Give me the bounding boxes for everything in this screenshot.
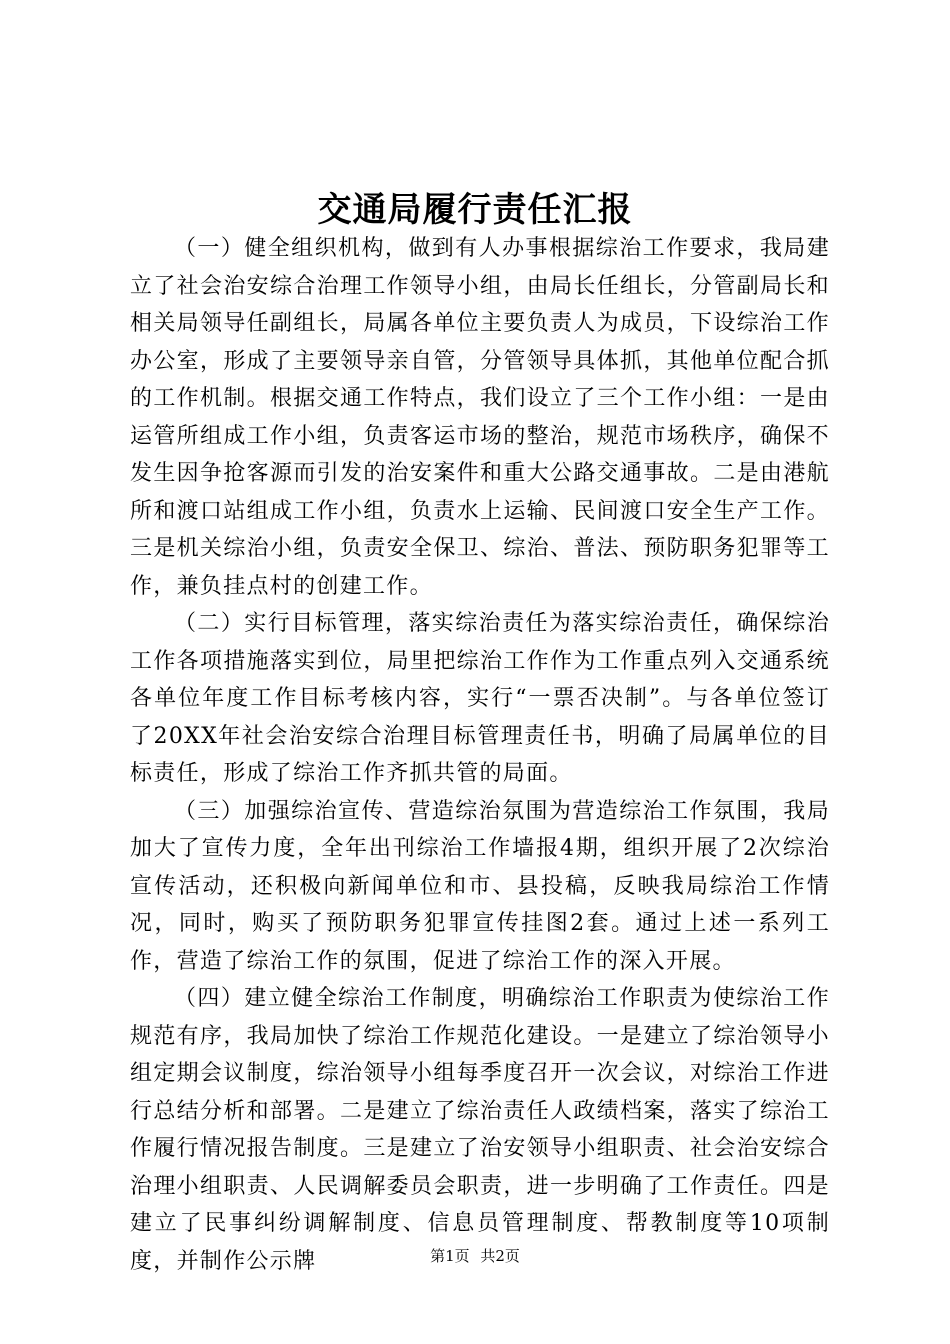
document-body (130, 230, 830, 1280)
paragraph-3: （三）加强综治宣传、营造综治氛围为营造综治工作氛围，我局加大了宣传力度，全年出刊综治工作墙报4期，组织开展了2次综治宣传活动，还积极向新闻单位和市、县投稿，反映我局综治工作情况，同时，购买了预防职务犯罪宣传挂图2套。通过上述一系列工作，营造了综治工作的氛围，促进了综治工作的深入开展。 (130, 798, 830, 974)
page-footer (0, 1246, 950, 1266)
document-title: 交通局履行责任汇报 (317, 190, 633, 230)
paragraph-1: （一）健全组织机构，做到有人办事根据综治工作要求，我局建立了社会治安综合治理工作领导小组，由局长任组长，分管副局长和相关局领导任副组长，局属各单位主要负责人为成员，下设综治工作办公室，形成了主要领导亲自管，分管领导具体抓，其他单位配合抓的工作机制。根据交通工作特点，我们设立了三个工作小组：一是由运管所组成工作小组，负责客运市场的整治，规范市场秩序，确保不发生因争抢客源而引发的治安案件和重大公路交通事故。二是由港航所和渡口站组成工作小组，负责水上运输、民间渡口安全生产工作。三是机关综治小组，负责安全保卫、综治、普法、预防职务犯罪等工作，兼负挂点村的创建工作。 (130, 236, 830, 599)
paragraph-2: （二）实行目标管理，落实综治责任为落实综治责任，确保综治工作各项措施落实到位，局里把综治工作作为工作重点列入交通系统各单位年度工作目标考核内容，实行“一票否决制”。与各单位签订了20XX年社会治安综合治理目标管理责任书，明确了局属单位的目标责任，形成了综治工作齐抓共管的局面。 (130, 611, 830, 786)
page-number-current: 第1页 (430, 1247, 470, 1265)
paragraph-4: （四）建立健全综治工作制度，明确综治工作职责为使综治工作规范有序，我局加快了综治工作规范化建设。一是建立了综治领导小组定期会议制度，综治领导小组每季度召开一次会议，对综治工作进行总结分析和部署。二是建立了综治责任人政绩档案，落实了综治工作履行情况报告制度。三是建立了治安领导小组职责、社会治安综合治理小组职责、人民调解委员会职责，进一步明确了工作责任。四是建立了民事纠纷调解制度、信息员管理制度、帮教制度等10项制度，并制作公示牌 (130, 986, 830, 1274)
page-number-total: 共2页 (480, 1247, 520, 1265)
